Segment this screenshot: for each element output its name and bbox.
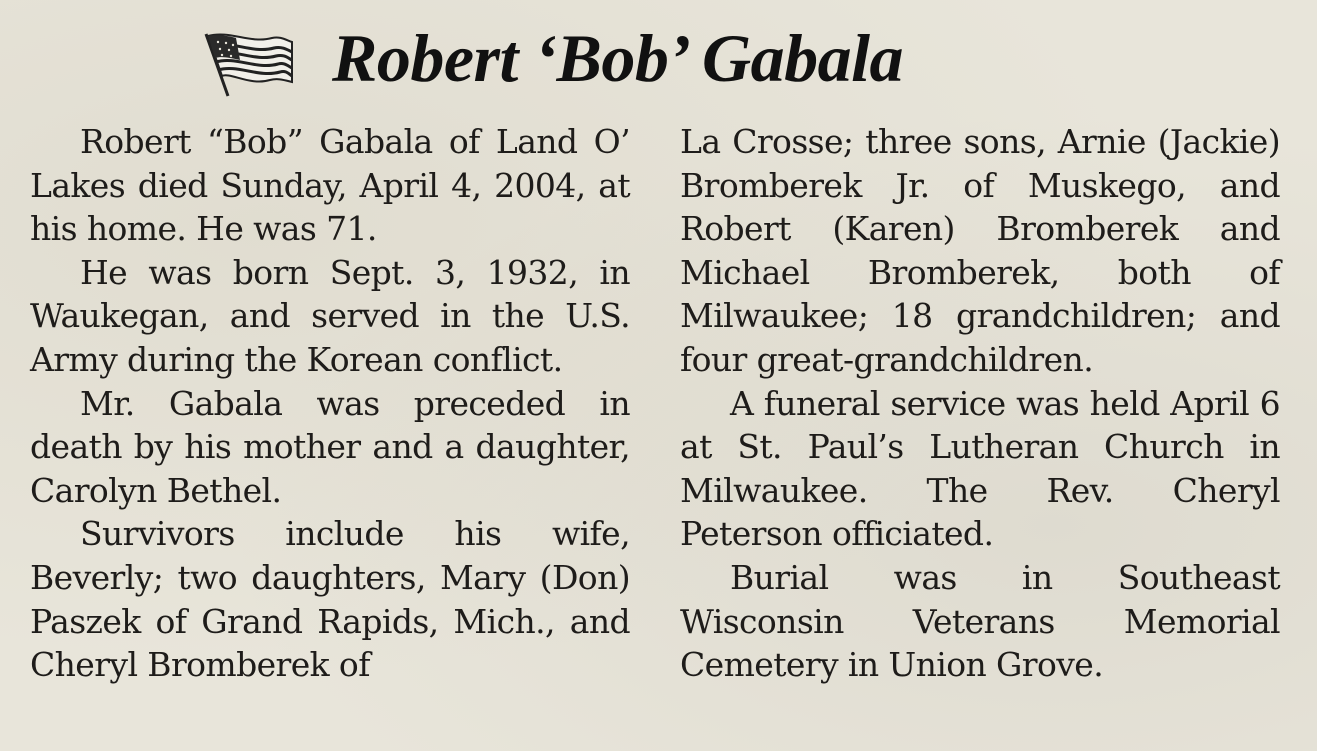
text-column-right — [680, 120, 1280, 687]
paragraph: Survivors include his wife, Beverly; two daughters, Mary (Don) Paszek of Grand Rapids, Mich., and Cheryl Bromberek of — [30, 514, 630, 685]
text-column-left — [30, 120, 630, 687]
paragraph: He was born Sept. 3, 1932, in Waukegan, and served in the U.S. Army during the Korean conflict. — [30, 252, 630, 379]
obituary-header — [0, 18, 1317, 98]
paragraph: Robert “Bob” Gabala of Land O’ Lakes died Sunday, April 4, 2004, at his home. He was 71. — [30, 122, 630, 249]
paragraph: Burial was in Southeast Wisconsin Veterans Memorial Cemetery in Union Grove. — [680, 557, 1280, 685]
paragraph-continued: La Crosse; three sons, Arnie (Jackie) Bromberek Jr. of Muskego, and Robert (Karen) Bromberek and Michael Bromberek, both of Milwaukee; 18 grandchildren; and four great-grandchildren. — [680, 122, 1280, 379]
obituary-title: Robert ‘Bob’ Gabala — [332, 20, 903, 96]
paragraph: A funeral service was held April 6 at St. Paul’s Lutheran Church in Milwaukee. The Rev. Cheryl Peterson officiated. — [680, 383, 1280, 554]
american-flag-icon — [200, 28, 296, 98]
paragraph: Mr. Gabala was preceded in death by his mother and a daughter, Carolyn Bethel. — [30, 383, 630, 510]
